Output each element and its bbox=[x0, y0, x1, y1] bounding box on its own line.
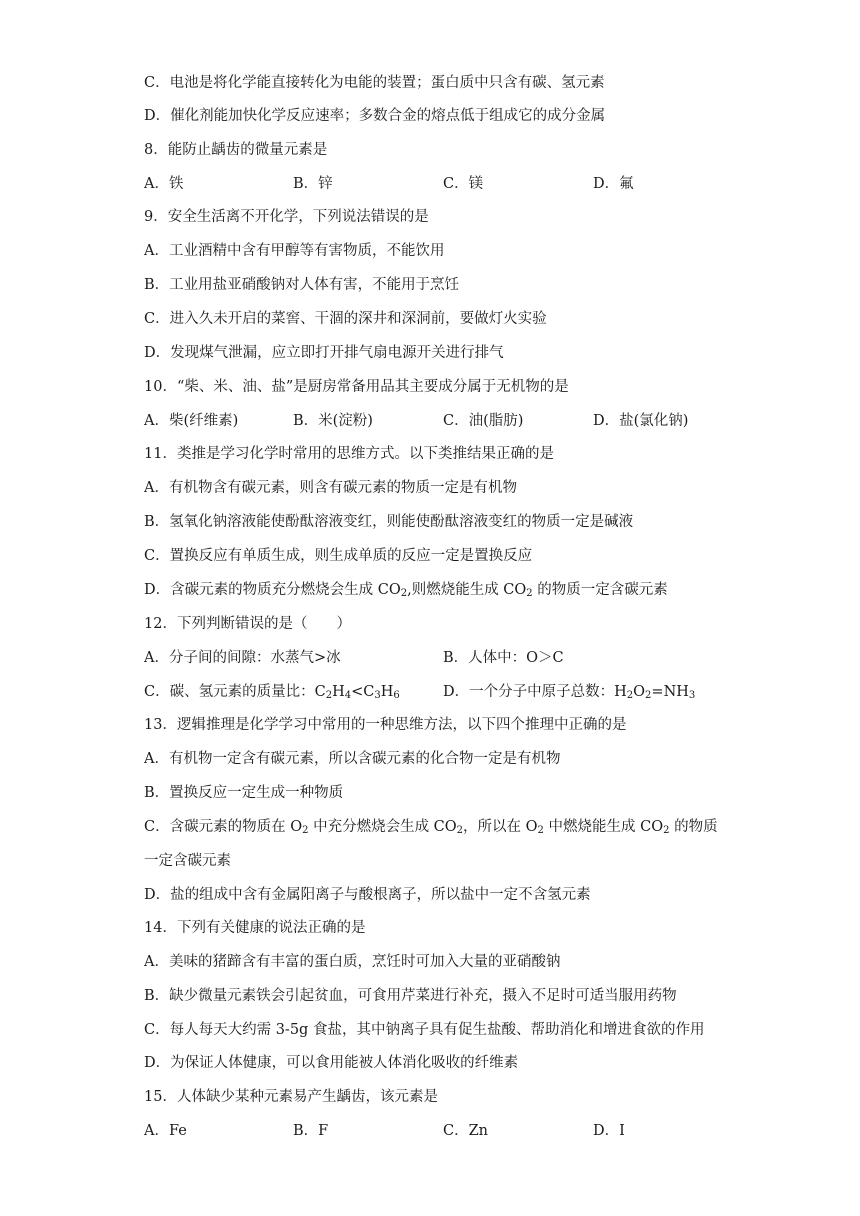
q13-option-d: D．盐的组成中含有金属阳离子与酸根离子，所以盐中一定不含氢元素 bbox=[144, 887, 591, 903]
option-d-prev: D．催化剂能加快化学反应速率；多数合金的熔点低于组成它的成分金属 bbox=[144, 108, 606, 124]
question-9: 9．安全生活离不开化学，下列说法错误的是 bbox=[144, 209, 429, 225]
q15-option-b: B．F bbox=[293, 1123, 329, 1139]
q11-option-a: A．有机物含有碳元素，则含有碳元素的物质一定是有机物 bbox=[144, 480, 517, 496]
q12-option-c: C．碳、氢元素的质量比：$C_2H_4<C_3H_6$ bbox=[144, 684, 400, 701]
q10-option-c: C．油(脂肪) bbox=[443, 413, 524, 429]
question-10: 10．“柴、米、油、盐”是厨房常备用品其主要成分属于无机物的是 bbox=[144, 379, 569, 395]
q14-option-d: D．为保证人体健康，可以食用能被人体消化吸收的纤维素 bbox=[144, 1055, 519, 1071]
q10-option-a: A．柴(纤维素) bbox=[144, 413, 239, 429]
q11-option-d: D．含碳元素的物质充分燃烧会生成 $CO_2$,则燃烧能生成 $CO_2$ 的物质一定含碳元素 bbox=[144, 582, 668, 599]
q13-option-c: C．含碳元素的物质在 $O_2$ 中充分燃烧会生成 $CO_2$，所以在 $O_2$ 中燃烧能生成 $CO_2$ 的物质 bbox=[144, 819, 718, 836]
q14-option-a: A．美味的猪蹄含有丰富的蛋白质，烹饪时可加入大量的亚硝酸钠 bbox=[144, 954, 561, 970]
option-c-prev: C．电池是将化学能直接转化为电能的装置；蛋白质中只含有碳、氢元素 bbox=[144, 75, 605, 91]
q12-option-d: D．一个分子中原子总数：$H_2O_2=NH_3$ bbox=[443, 684, 696, 701]
q8-option-d: D．氟 bbox=[593, 176, 634, 192]
q9-option-c: C．进入久未开启的菜窖、干涸的深井和深洞前，要做灯火实验 bbox=[144, 311, 547, 327]
q10-option-b: B．米(淀粉) bbox=[293, 413, 373, 429]
q8-option-b: B．锌 bbox=[293, 176, 333, 192]
question-13: 13．逻辑推理是化学学习中常用的一种思维方法，以下四个推理中正确的是 bbox=[144, 717, 627, 733]
q12-option-b: B．人体中：O＞C bbox=[443, 650, 564, 666]
q13-option-b: B．置换反应一定生成一种物质 bbox=[144, 785, 344, 801]
q14-option-b: B．缺少微量元素铁会引起贫血，可食用芹菜进行补充，摄入不足时可适当服用药物 bbox=[144, 988, 677, 1004]
q10-option-d: D．盐(氯化钠) bbox=[593, 413, 689, 429]
q9-option-b: B．工业用盐亚硝酸钠对人体有害，不能用于烹饪 bbox=[144, 277, 460, 293]
q11-option-b: B．氢氧化钠溶液能使酚酞溶液变红，则能使酚酞溶液变红的物质一定是碱液 bbox=[144, 514, 634, 530]
q15-option-c: C．Zn bbox=[443, 1123, 489, 1139]
q15-option-a: A．Fe bbox=[144, 1123, 187, 1139]
q14-option-c: C．每人每天大约需 3-5g 食盐，其中钠离子具有促生盐酸、帮助消化和增进食欲的作用 bbox=[144, 1022, 705, 1038]
q8-option-c: C．镁 bbox=[443, 176, 484, 192]
q13-option-a: A．有机物一定含有碳元素，所以含碳元素的化合物一定是有机物 bbox=[144, 751, 561, 767]
question-11: 11．类推是学习化学时常用的思维方式。以下类推结果正确的是 bbox=[144, 446, 554, 462]
question-12: 12．下列判断错误的是（ ） bbox=[144, 616, 351, 632]
q13-option-c-continued: 一定含碳元素 bbox=[144, 853, 231, 869]
question-14: 14．下列有关健康的说法正确的是 bbox=[144, 920, 366, 936]
question-8: 8．能防止龋齿的微量元素是 bbox=[144, 142, 328, 158]
q12-option-a: A．分子间的间隙：水蒸气>冰 bbox=[144, 650, 341, 666]
q15-option-d: D．I bbox=[593, 1123, 625, 1139]
q8-option-a: A．铁 bbox=[144, 176, 184, 192]
q9-option-a: A．工业酒精中含有甲醇等有害物质，不能饮用 bbox=[144, 243, 445, 259]
q11-option-c: C．置换反应有单质生成，则生成单质的反应一定是置换反应 bbox=[144, 548, 533, 564]
q9-option-d: D．发现煤气泄漏，应立即打开排气扇电源开关进行排气 bbox=[144, 345, 504, 361]
question-15: 15．人体缺少某种元素易产生龋齿，该元素是 bbox=[144, 1089, 438, 1105]
